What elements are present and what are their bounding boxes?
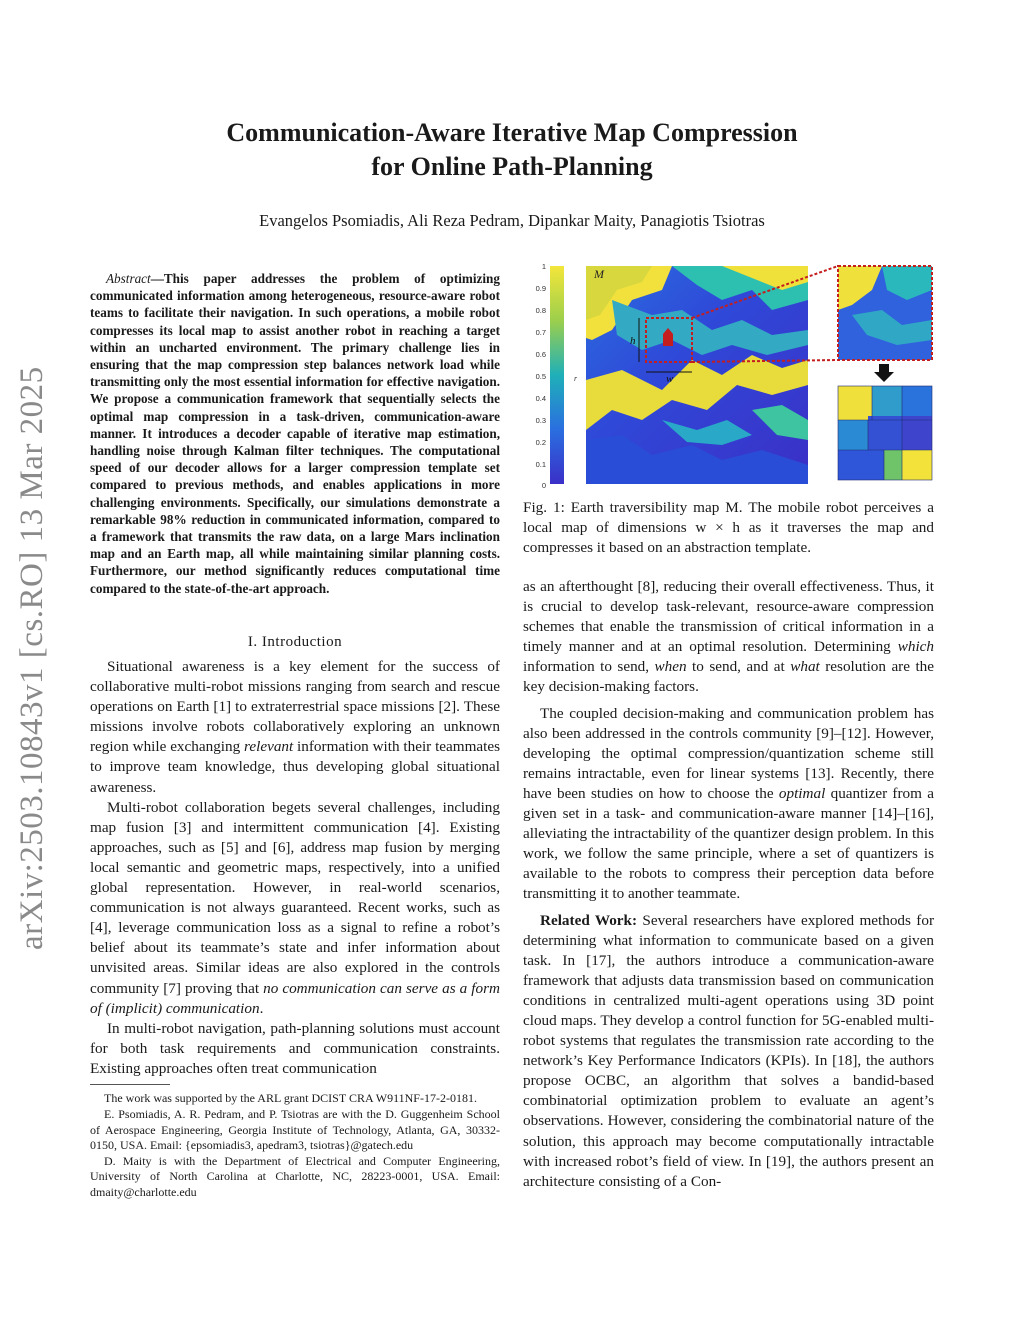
colorbar-tick: 0.8 <box>535 306 546 315</box>
height-label: h <box>630 335 636 347</box>
abstract-label: Abstract <box>106 271 151 286</box>
intro-paragraph-1: Situational awareness is a key element for the success of collaborative multi-robot missions ranging from search and rescue operations on Earth [1] to extraterrestrial space missions [2]. These missions involve robots collaboratively exploring an unknown region while exchanging relevant information with their teammates to improve team knowledge, thus developing global situational awareness. <box>90 658 501 796</box>
colorbar-tick: 0.1 <box>535 460 546 469</box>
width-label: w <box>666 373 674 385</box>
colorbar-tick: 0 <box>541 481 546 490</box>
local-map-zoom <box>838 266 932 360</box>
abstract-text: This paper addresses the problem of optimizing communicated information among heterogeneous, resource-aware robot teams to facilitate their navigation. In such operations, a mobile robot compresses its local map to assist another robot in reaching a target within an uncharted environment. The primary challenge lies in ensuring that the map compression step balances network load while transmitting only the most essential information for effective navigation. We propose a communication framework that sequentially selects the optimal map compression in a task-driven, communication-aware manner. It introduces a decoder capable of iterative map estimation, handling noise through Kalman filter techniques. The computational speed of our decoder allows for a larger compression template set compared to previous methods, and enables applications in more challenging environments. Specifically, our simulations demonstrate a remarkable 98% reduction in communicated information, compared to a framework that transmits the raw data, on a large Mars inclination map and an Earth map, all while maintaining similar planning costs. Furthermore, our method significantly reduces computational time compared to the state-of-the-art approach. <box>90 271 500 596</box>
right-column-body <box>523 577 934 1192</box>
colorbar-tick: 0.7 <box>535 328 546 337</box>
colorbar-tick: 0.9 <box>535 284 546 293</box>
title-line-1: Communication-Aware Iterative Map Compression <box>226 118 798 147</box>
section-heading-introduction: I. Introduction <box>247 634 343 650</box>
footnote-affiliation-1: E. Psomiadis, A. R. Pedram, and P. Tsiotras are with the D. Guggenheim School of Aerospace Engineering, Georgia Institute of Technology, Atlanta, GA, 30332-0150, USA. Email: {epsomiadis3, apedram3, tsiotras}@gatech.edu <box>90 1107 500 1152</box>
compressed-map <box>838 386 932 480</box>
abstract <box>90 270 500 597</box>
down-arrow-icon <box>874 364 894 382</box>
map-label: M <box>594 267 604 281</box>
colorbar-tick: 0.6 <box>535 350 546 359</box>
introduction-body <box>90 657 500 1079</box>
colorbar-axis-label: r <box>574 374 578 383</box>
colorbar-tick: 0.3 <box>535 416 546 425</box>
paper-title <box>0 116 1024 184</box>
title-line-2: for Online Path-Planning <box>371 152 653 181</box>
footnote-funding: The work was supported by the ARL grant DCIST CRA W911NF-17-2-0181. <box>104 1091 477 1105</box>
related-work-paragraph: Related Work: Several researchers have explored methods for determining what information to communicate based on a given task. In [17], the authors introduce a communication-aware framework that adjusts data transmission based on communication conditions in centralized multi-agent operations using 3D point cloud maps. They develop a control function for 5G-enabled multi-robot systems that regulates the transmission rate according to the network’s Key Performance Indicators (KPIs). In [18], the authors propose OCBC, an algorithm that solves a bandid-based combinatorial optimization problem to evaluate an agent’s observations. However, considering the combinatorial nature of the solution, this approach may become computationally intractable with increased robot’s field of view. In [19], the authors present an architecture consisting of a Con- <box>523 911 934 1190</box>
abstract-dash: — <box>150 271 164 286</box>
colorbar-tick: 1 <box>541 262 546 271</box>
colorbar-tick: 0.2 <box>535 438 546 447</box>
right-paragraph-2: The coupled decision-making and communication problem has also been addressed in the controls community [9]–[12]. However, developing the optimal compression/quantization scheme still remains intractable, even for linear systems [13]. Recently, there have been studies on how to choose the optimal quantizer from a given set in a task- and communication-aware manner [14]–[16], alleviating the intractability of the quantizer design problem. In this work, we follow the same principle, where a set of quantizers is available to the robots to compress their perception data before transmitting it to another teammate. <box>523 704 935 903</box>
author-list: Evangelos Psomiadis, Ali Reza Pedram, Dipankar Maity, Panagiotis Tsiotras <box>259 211 765 230</box>
related-work-heading: Related Work: <box>540 911 638 929</box>
colorbar-tick: 0.5 <box>535 372 546 381</box>
traversability-map <box>586 266 808 484</box>
figure-1 <box>522 260 938 490</box>
figure-1-caption: Fig. 1: Earth traversibility map M. The mobile robot perceives a local map of dimensions w × h as it traverses the map and compresses it based on an abstraction template. <box>523 499 934 557</box>
colorbar-tick: 0.4 <box>535 394 546 403</box>
footnotes <box>90 1091 500 1201</box>
right-paragraph-1: as an afterthought [8], reducing their overall effectiveness. Thus, it is crucial to develop task-relevant, resource-aware compression schemes that enable the transmission of critical information in a timely manner and at an optimal resolution. Determining which information to send, when to send, and at what resolution are the key decision-making factors. <box>523 578 934 696</box>
intro-paragraph-2: Multi-robot collaboration begets several challenges, including map fusion [3] and intermittent communication [4]. Existing approaches, such as [5] and [6], address map fusion by merging local semantic and geometric maps, respectively, into a unified global representation. However, in real-world scenarios, communication is not always guaranteed. Recent works, such as [4], leverage communication loss as a signal to refine a robot’s belief about its teammate’s state and infer information about unvisited areas. Similar ideas are also explored in the controls community [7] proving that no communication can serve as a form of (implicit) communication. <box>90 798 500 1017</box>
footnote-affiliation-2: D. Maity is with the Department of Electrical and Computer Engineering, University of North Carolina at Charlotte, NC, 28223-0001, USA. Email: dmaity@charlotte.edu <box>90 1154 500 1199</box>
intro-paragraph-3: In multi-robot navigation, path-planning solutions must account for both task requirements and communication constraints. Existing approaches often treat communication <box>90 1019 500 1077</box>
colorbar <box>550 266 564 484</box>
footnote-rule <box>90 1084 170 1085</box>
arxiv-identifier: arXiv:2503.10843v1 [cs.RO] 13 Mar 2025 <box>14 366 50 950</box>
